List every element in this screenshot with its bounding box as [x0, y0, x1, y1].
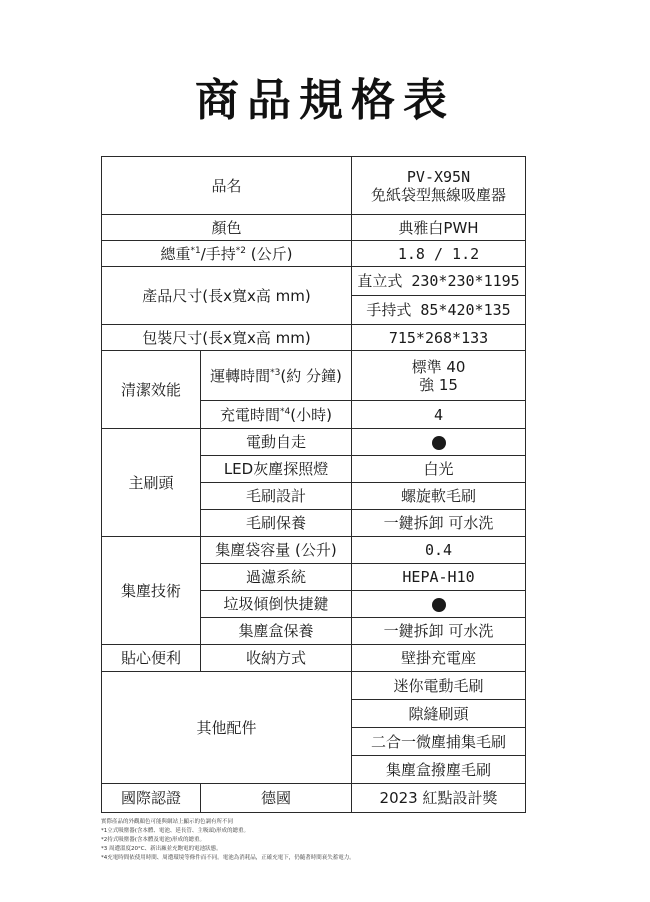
- accessory-item: 迷你電動毛刷: [352, 672, 526, 700]
- row-label-dust-capacity: 集塵袋容量 (公升): [201, 537, 352, 564]
- row-label-led: LED灰塵探照燈: [201, 456, 352, 483]
- footnote-line: 實際產品的外觀顏色可能與網站上顯示的色調有所不同: [101, 819, 234, 825]
- row-label-color: 顏色: [102, 215, 352, 241]
- accessory-item: 二合一微塵捕集毛刷: [352, 728, 526, 756]
- row-label-runtime: [201, 351, 352, 401]
- footnote-marker: *2: [235, 245, 247, 256]
- category-certification: 國際認證: [102, 784, 201, 813]
- row-value-runtime: [352, 351, 526, 401]
- footnote-marker: *1: [190, 245, 201, 256]
- row-value-dust-capacity: 0.4: [352, 537, 526, 564]
- row-label-size: 產品尺寸(長x寬x高 mm): [102, 267, 352, 325]
- row-label-certification: 德國: [201, 784, 352, 813]
- feature-dot-icon: [432, 436, 446, 450]
- footnote-line: *1立式吸塵器(含本體、電池、延長管、主吸頭)形成的總重。: [101, 828, 250, 834]
- row-label-package: 包裝尺寸(長x寬x高 mm): [102, 325, 352, 351]
- footnote-marker: *4: [280, 406, 291, 417]
- row-value-package: 715*268*133: [352, 325, 526, 351]
- table-row: [102, 784, 526, 813]
- runtime-unit-label: (約 分鐘): [280, 366, 342, 385]
- footnotes: [101, 818, 541, 863]
- row-label-brush-care: 毛刷保養: [201, 510, 352, 537]
- charge-unit-label: (小時): [290, 405, 332, 424]
- spec-table: [101, 156, 526, 813]
- table-row: [102, 215, 526, 241]
- row-value-led: 白光: [352, 456, 526, 483]
- footnote-line: *2持式吸塵器(含本體及電池)形成的總重。: [101, 837, 206, 843]
- feature-dot-icon: [432, 598, 446, 612]
- table-row: [102, 351, 526, 401]
- weight-total-label: 總重: [160, 244, 191, 263]
- row-value-dust-box: 一鍵拆卸 可水洗: [352, 618, 526, 645]
- category-main-brush: 主刷頭: [102, 429, 201, 537]
- runtime-label: 運轉時間: [210, 366, 271, 385]
- row-label-charge: [201, 401, 352, 429]
- charge-label: 充電時間: [220, 405, 281, 424]
- row-value-brush-care: 一鍵拆卸 可水洗: [352, 510, 526, 537]
- row-value-name: [352, 157, 526, 215]
- row-label-auto-drive: 電動自走: [201, 429, 352, 456]
- table-row: [102, 325, 526, 351]
- weight-unit-label: (公斤): [246, 244, 293, 263]
- row-value-size-upright: 直立式 230*230*1195: [352, 267, 526, 296]
- accessory-item: 隙縫刷頭: [352, 700, 526, 728]
- row-label-filter: 過濾系統: [201, 564, 352, 591]
- footnote-line: *3 周遭溫度20°C、新出廠並充飽電的電池狀態。: [101, 846, 222, 852]
- table-row: [102, 267, 526, 296]
- row-value-filter: HEPA-H10: [352, 564, 526, 591]
- table-row: [102, 241, 526, 267]
- category-convenience: 貼心便利: [102, 645, 201, 672]
- row-value-dump-key: [352, 591, 526, 618]
- row-value-certification: 2023 紅點設計獎: [352, 784, 526, 813]
- row-label-weight: [102, 241, 352, 267]
- footnote-line: *4充電時間依使用時間、周遭環境等條件而不同。電池為消耗品，正確充電下，仍隨著時間衰失蓄電力。: [101, 855, 355, 861]
- footnote-marker: *3: [270, 367, 281, 378]
- runtime-strong: 強 15: [419, 375, 458, 394]
- row-label-name: 品名: [102, 157, 352, 215]
- table-row: [102, 429, 526, 456]
- row-label-dump-key: 垃圾傾倒快捷鍵: [201, 591, 352, 618]
- table-row: [102, 645, 526, 672]
- row-value-weight: 1.8 / 1.2: [352, 241, 526, 267]
- accessory-item: 集塵盒撥塵毛刷: [352, 756, 526, 784]
- table-row: [102, 157, 526, 215]
- row-label-storage: 收納方式: [201, 645, 352, 672]
- row-value-charge: 4: [352, 401, 526, 429]
- category-cleaning: 清潔效能: [102, 351, 201, 429]
- category-accessories: 其他配件: [102, 672, 352, 784]
- model-description: 免紙袋型無線吸塵器: [371, 185, 507, 204]
- row-label-brush-design: 毛刷設計: [201, 483, 352, 510]
- weight-handheld-label: /手持: [200, 244, 236, 263]
- row-value-auto-drive: [352, 429, 526, 456]
- row-value-storage: 壁掛充電座: [352, 645, 526, 672]
- category-dust-tech: 集塵技術: [102, 537, 201, 645]
- row-value-color: 典雅白PWH: [352, 215, 526, 241]
- runtime-standard: 標準 40: [411, 357, 466, 376]
- table-row: [102, 537, 526, 564]
- page-title: 商品規格表: [195, 75, 455, 126]
- model-number: PV-X95N: [406, 167, 471, 186]
- table-row: [102, 672, 526, 700]
- row-label-dust-box: 集塵盒保養: [201, 618, 352, 645]
- row-value-size-handheld: 手持式 85*420*135: [352, 296, 526, 325]
- row-value-brush-design: 螺旋軟毛刷: [352, 483, 526, 510]
